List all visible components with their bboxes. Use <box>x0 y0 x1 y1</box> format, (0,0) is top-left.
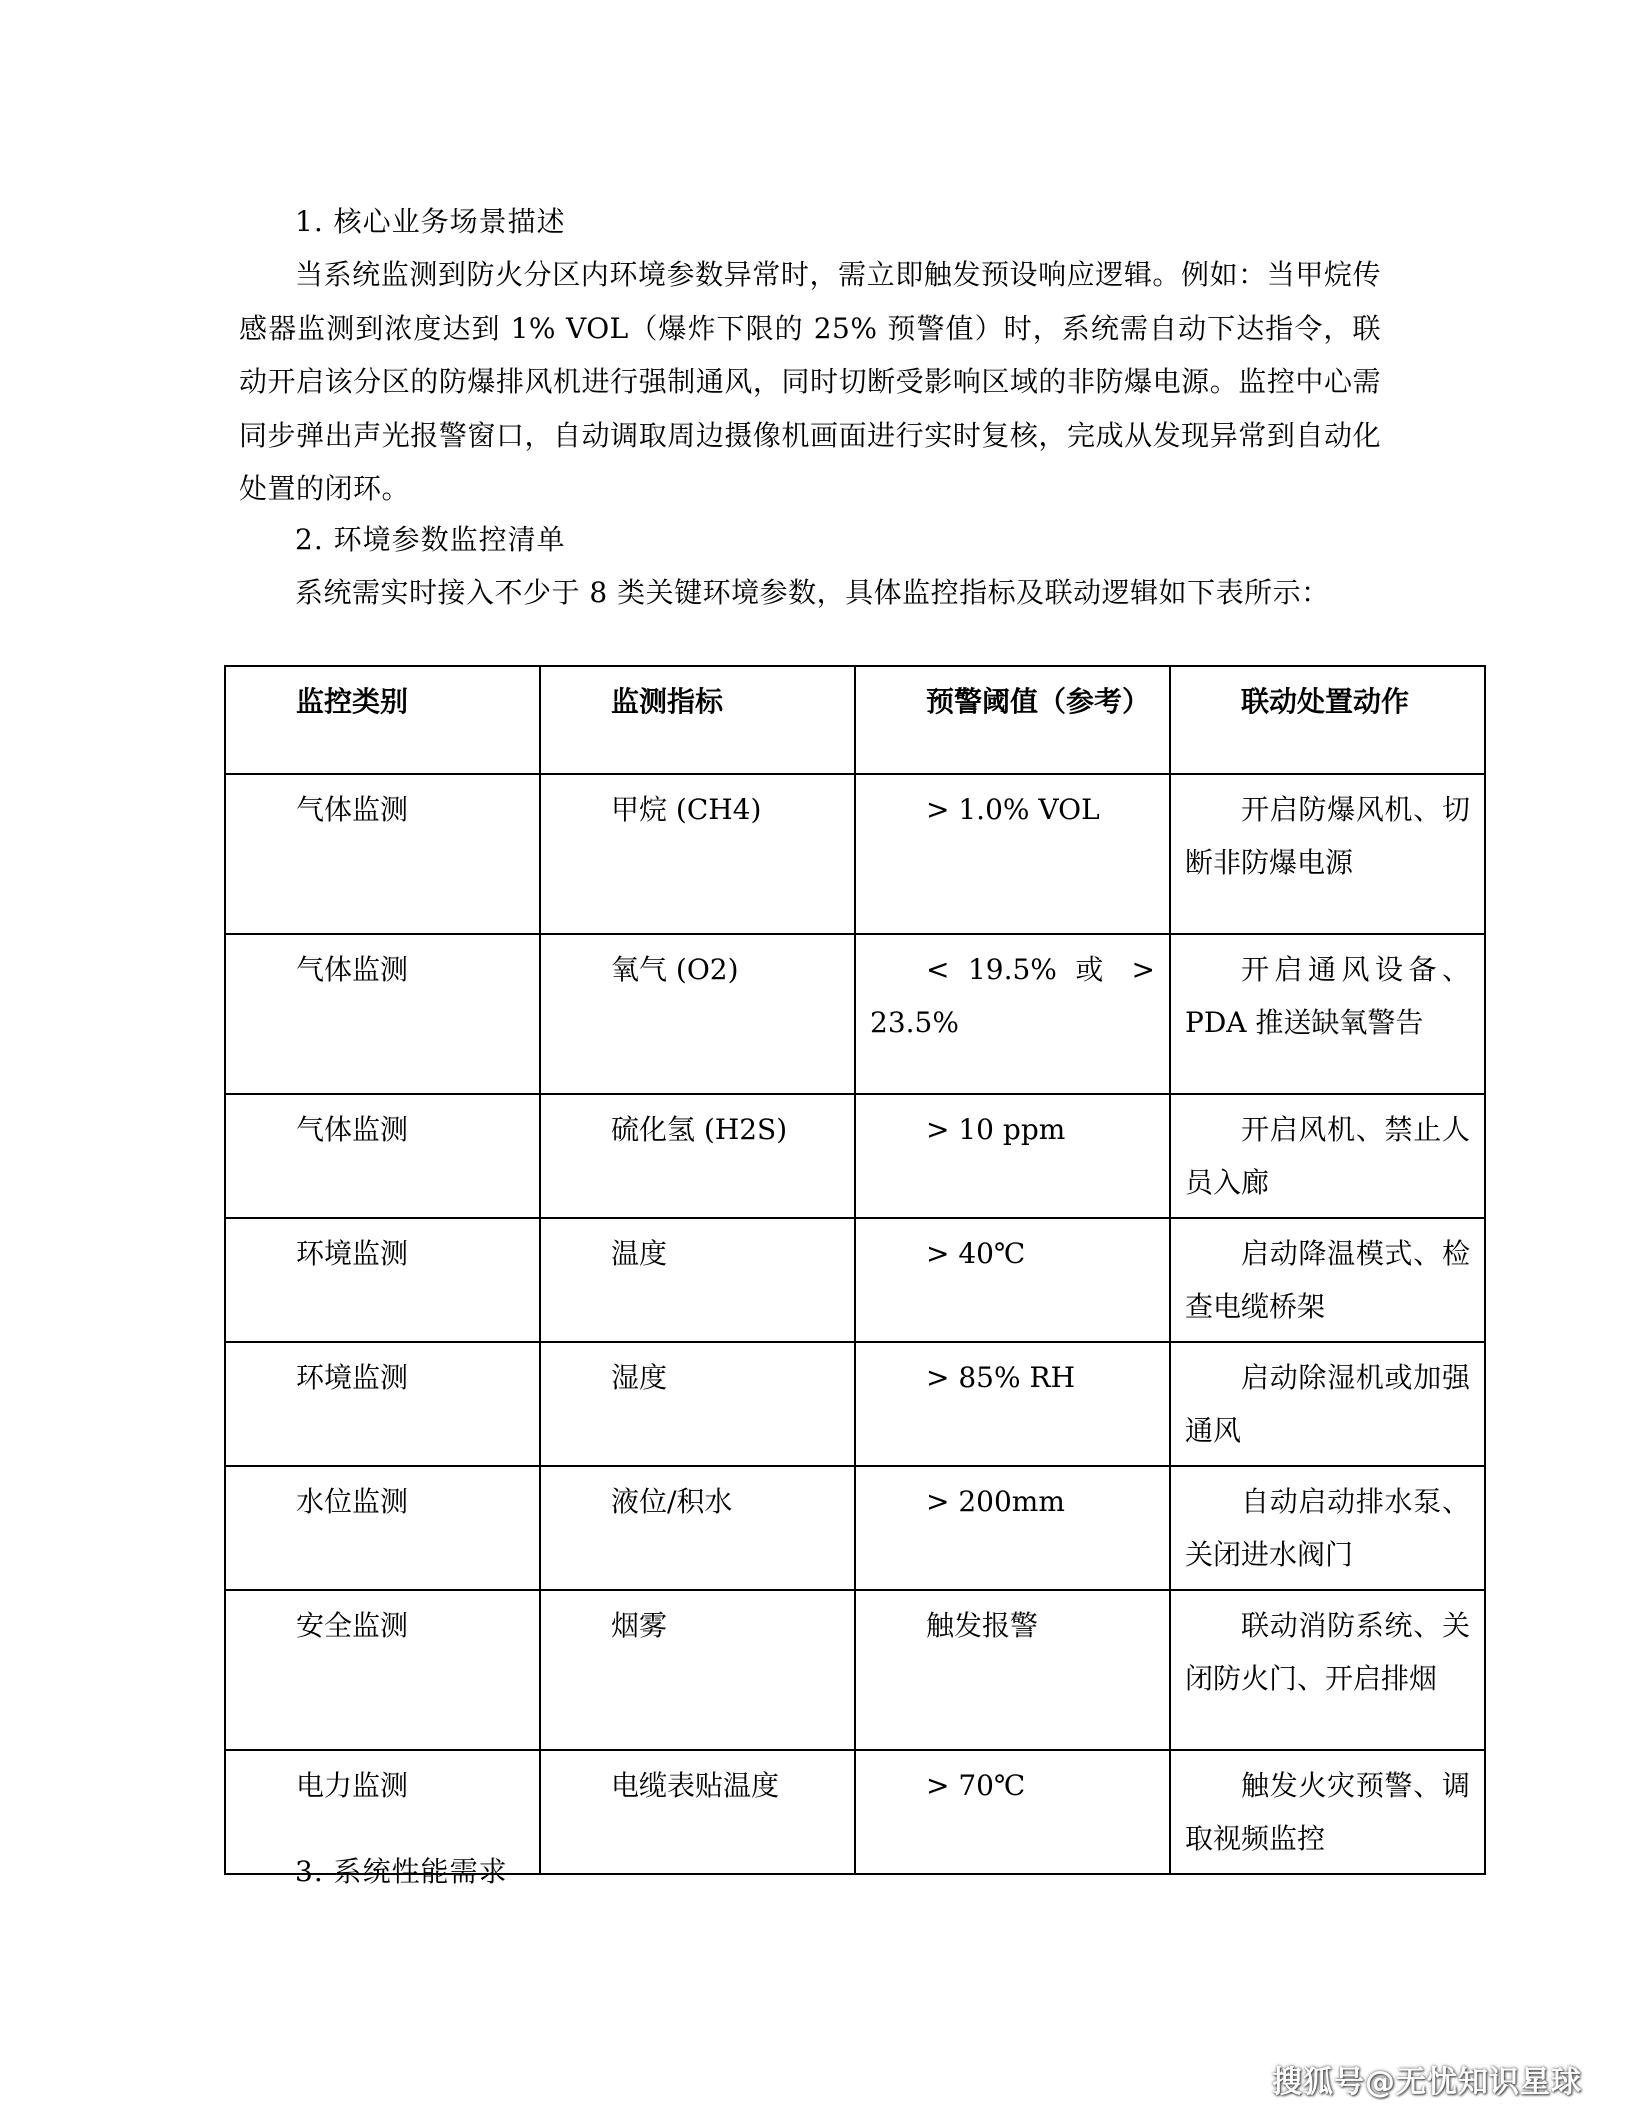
section-2-paragraph: 系统需实时接入不少于 8 类关键环境参数，具体监控指标及联动逻辑如下表所示： <box>295 576 1330 609</box>
cell-threshold: > 40℃ <box>855 1218 1170 1342</box>
table-header-row <box>225 666 1485 774</box>
cell-category: 气体监测 <box>225 1094 540 1218</box>
cell-threshold: 触发报警 <box>855 1590 1170 1750</box>
cell-category: 气体监测 <box>225 934 540 1094</box>
table-row <box>225 1094 1485 1218</box>
section-3-heading: 3. 系统性能需求 <box>295 1855 508 1888</box>
cell-category: 安全监测 <box>225 1590 540 1750</box>
cell-action: 自动启动排水泵、关闭进水阀门 <box>1170 1466 1485 1590</box>
cell-threshold: > 200mm <box>855 1466 1170 1590</box>
header-category: 监控类别 <box>225 666 540 774</box>
watermark: 搜狐号@无忧知识星球 <box>1272 2065 1582 2100</box>
cell-action: 开启通风设备、PDA 推送缺氧警告 <box>1170 934 1485 1094</box>
cell-action: 联动消防系统、关闭防火门、开启排烟 <box>1170 1590 1485 1750</box>
header-indicator: 监测指标 <box>540 666 855 774</box>
cell-threshold: > 10 ppm <box>855 1094 1170 1218</box>
cell-action: 开启风机、禁止人员入廊 <box>1170 1094 1485 1218</box>
cell-threshold: < 19.5% 或 > 23.5% <box>855 934 1170 1094</box>
cell-threshold: > 85% RH <box>855 1342 1170 1466</box>
cell-action: 开启防爆风机、切断非防爆电源 <box>1170 774 1485 934</box>
section-1-heading: 1. 核心业务场景描述 <box>295 205 566 238</box>
monitoring-table <box>224 665 1486 1875</box>
cell-indicator: 烟雾 <box>540 1590 855 1750</box>
cell-category: 电力监测 <box>225 1750 540 1874</box>
cell-category: 环境监测 <box>225 1218 540 1342</box>
table-row <box>225 1218 1485 1342</box>
header-action: 联动处置动作 <box>1170 666 1485 774</box>
header-threshold: 预警阈值（参考） <box>855 666 1170 774</box>
cell-indicator: 液位/积水 <box>540 1466 855 1590</box>
cell-category: 环境监测 <box>225 1342 540 1466</box>
cell-category: 气体监测 <box>225 774 540 934</box>
cell-indicator: 氧气 (O2) <box>540 934 855 1094</box>
cell-threshold: > 1.0% VOL <box>855 774 1170 934</box>
cell-indicator: 湿度 <box>540 1342 855 1466</box>
cell-action: 启动除湿机或加强通风 <box>1170 1342 1485 1466</box>
table-row <box>225 934 1485 1094</box>
table-row <box>225 1590 1485 1750</box>
table-row <box>225 1342 1485 1466</box>
cell-action: 启动降温模式、检查电缆桥架 <box>1170 1218 1485 1342</box>
cell-indicator: 甲烷 (CH4) <box>540 774 855 934</box>
table-row <box>225 1466 1485 1590</box>
section-2-heading: 2. 环境参数监控清单 <box>295 523 566 556</box>
cell-indicator: 硫化氢 (H2S) <box>540 1094 855 1218</box>
cell-category: 水位监测 <box>225 1466 540 1590</box>
table-row <box>225 774 1485 934</box>
cell-indicator: 温度 <box>540 1218 855 1342</box>
cell-threshold: > 70℃ <box>855 1750 1170 1874</box>
cell-indicator: 电缆表贴温度 <box>540 1750 855 1874</box>
section-1-paragraph: 当系统监测到防火分区内环境参数异常时，需立即触发预设响应逻辑。例如：当甲烷传感器监测到浓度达到 1% VOL（爆炸下限的 25% 预警值）时，系统需自动下达指令，联动开启该分区的防爆排风机进行强制通风，同时切断受影响区域的非防爆电源。监控中心需同步弹出声光报警窗口，自动调取周边摄像机画面进行实时复核，完成从发现异常到自动化处置的闭环。 <box>239 258 1381 505</box>
cell-action: 触发火灾预警、调取视频监控 <box>1170 1750 1485 1874</box>
